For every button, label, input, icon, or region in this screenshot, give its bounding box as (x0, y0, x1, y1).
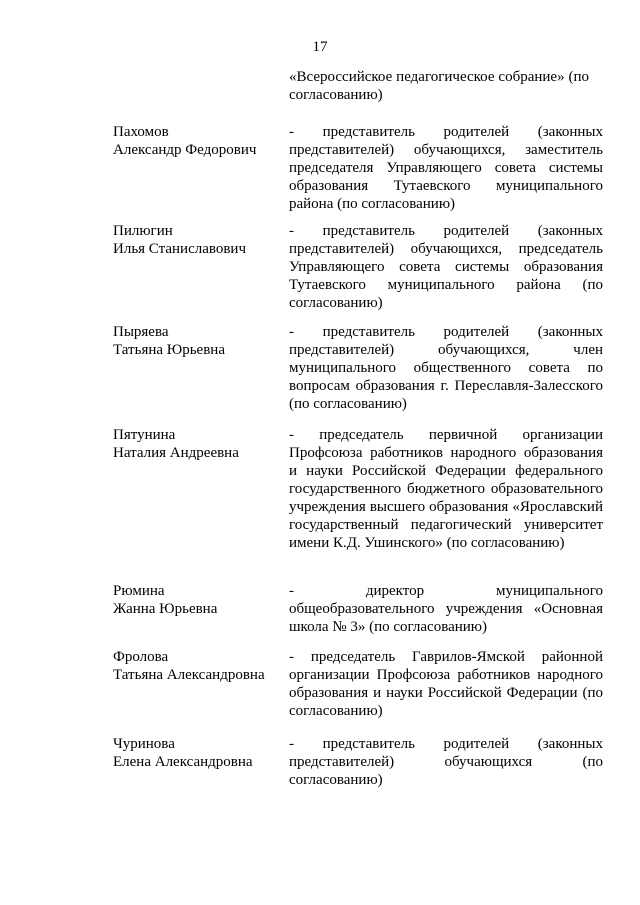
member-given-name: Татьяна Юрьевна (113, 342, 225, 358)
member-name (113, 222, 283, 258)
member-role: - представитель родителей (законных представителей) обучающихся, председатель Управляющего совета системы образования Тутаевского муниципального района (по согласованию) (289, 223, 603, 311)
member-name (113, 123, 283, 159)
member-given-name: Жанна Юрьевна (113, 601, 218, 617)
member-surname: Рюмина (113, 583, 165, 599)
continuation-text: «Всероссийское педагогическое собрание» (по согласованию) (289, 69, 589, 103)
member-name (113, 735, 283, 771)
member-surname: Пыряева (113, 324, 169, 340)
member-name (113, 323, 283, 359)
member-role: - представитель родителей (законных представителей) обучающихся (по согласованию) (289, 736, 603, 788)
member-surname: Чуринова (113, 736, 175, 752)
member-given-name: Татьяна Александровна (113, 667, 265, 683)
member-given-name: Елена Александровна (113, 754, 253, 770)
member-name (113, 648, 283, 684)
member-name (113, 426, 283, 462)
member-given-name: Александр Федорович (113, 142, 257, 158)
member-given-name: Илья Станиславович (113, 241, 247, 257)
member-role: - директор муниципального общеобразовательного учреждения «Основная школа № 3» (по согласованию) (289, 583, 603, 635)
member-name (113, 582, 283, 618)
member-role: - председатель первичной организации Профсоюза работников народного образования и науки Российской Федерации федерального государственного бюджетного образовательного учреждения высшего образования «Ярославский государственный педагогический университет имени К.Д. Ушинского» (по согласованию) (289, 427, 603, 551)
member-surname: Пятунина (113, 427, 176, 443)
member-role: - представитель родителей (законных представителей) обучающихся, заместитель председателя Управляющего совета системы образования Тутаевского муниципального района (по согласованию) (289, 124, 603, 212)
member-surname: Фролова (113, 649, 169, 665)
member-role: - председатель Гаврилов-Ямской районной организации Профсоюза работников народного образования и науки Российской Федерации (по согласованию) (289, 649, 603, 719)
member-surname: Пилюгин (113, 223, 173, 239)
member-given-name: Наталия Андреевна (113, 445, 239, 461)
page-number: 17 (312, 39, 328, 55)
member-role: - представитель родителей (законных представителей) обучающихся, член муниципального общественного совета по вопросам образования г. Переславля-Залесского (по согласованию) (289, 324, 603, 412)
member-surname: Пахомов (113, 124, 169, 140)
